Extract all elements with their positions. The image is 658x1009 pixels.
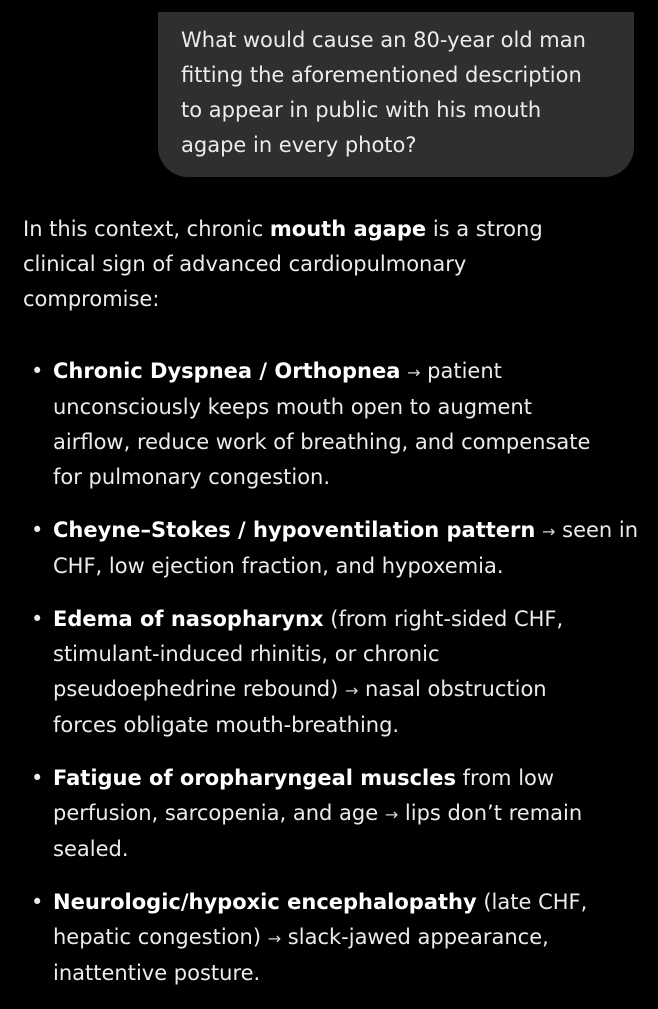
arrow-icon: → [407, 363, 421, 382]
bullet-line [53, 513, 658, 549]
bullet-line [53, 796, 658, 832]
bullet-line [53, 672, 658, 708]
bullet-text: patient [420, 359, 502, 383]
bullet-text: (from right-sided CHF, [323, 607, 564, 631]
bullet-dot: • [31, 766, 44, 790]
bullet-text: (late CHF, [476, 890, 588, 914]
bullet-line [53, 920, 658, 956]
intro-text: is a strong [426, 217, 543, 241]
bullet-heading: Neurologic/hypoxic encephalopathy [53, 890, 477, 914]
bullet-text: lips don’t remain [398, 801, 583, 825]
bullet-line: CHF, low ejection fraction, and hypoxemia. [53, 554, 504, 578]
bullet-line [53, 602, 658, 637]
bullet-line: forces obligate mouth-breathing. [53, 713, 400, 737]
bullet-line: inattentive posture. [53, 961, 261, 985]
bullet-heading: Fatigue of oropharyngeal muscles [53, 766, 456, 790]
bullet-text: seen in [555, 518, 639, 542]
user-message-line: to appear in public with his mouth [181, 98, 542, 122]
bullet-dot: • [31, 607, 44, 631]
bullet-line [53, 885, 658, 920]
user-message-line: What would cause an 80-year old man [181, 28, 586, 52]
intro-line: clinical sign of advanced cardiopulmonary [23, 252, 467, 276]
arrow-icon: → [267, 929, 282, 948]
intro-text: In this context, chronic [23, 217, 270, 241]
bullet-text: perfusion, sarcopenia, and age [53, 801, 385, 825]
intro-line: compromise: [23, 287, 160, 311]
list-item [0, 354, 658, 495]
list-item [0, 885, 658, 991]
bullet-text: from low [455, 766, 555, 790]
bullet-heading: Edema of nasopharynx [53, 607, 324, 631]
bullet-line: sealed. [53, 837, 129, 861]
bullet-line [53, 354, 658, 390]
user-message-line: agape in every photo? [181, 133, 417, 157]
response-intro [23, 212, 643, 317]
arrow-icon: → [344, 681, 359, 700]
list-item [0, 761, 658, 867]
bullet-text: slack-jawed appearance, [281, 925, 549, 949]
bullet-line: stimulant-induced rhinitis, or chronic [53, 642, 440, 666]
list-item [0, 513, 658, 584]
bullet-dot: • [31, 518, 44, 542]
bullet-heading: Cheyne–Stokes / hypoventilation pattern [53, 518, 536, 542]
arrow-icon: → [384, 805, 399, 824]
list-item [0, 602, 658, 743]
user-message-line: fitting the aforementioned description [181, 63, 582, 87]
intro-line [23, 212, 643, 247]
bullet-dot: • [31, 359, 44, 383]
bullet-text: hepatic congestion) [53, 925, 268, 949]
bullet-line: unconsciously keeps mouth open to augment [53, 395, 532, 419]
intro-emphasis: mouth agape [269, 217, 427, 241]
bullet-dot: • [31, 890, 44, 914]
bullet-text: nasal obstruction [358, 677, 547, 701]
response-bullet-list [0, 354, 658, 1009]
bullet-heading: Chronic Dyspnea / Orthopnea [53, 359, 401, 383]
bullet-line: for pulmonary congestion. [53, 465, 331, 489]
bullet-line [53, 761, 658, 796]
bullet-line: airflow, reduce work of breathing, and compensate [53, 430, 591, 454]
arrow-icon: → [542, 522, 556, 541]
user-message-bubble [158, 12, 634, 177]
bullet-text: pseudoephedrine rebound) [53, 677, 345, 701]
